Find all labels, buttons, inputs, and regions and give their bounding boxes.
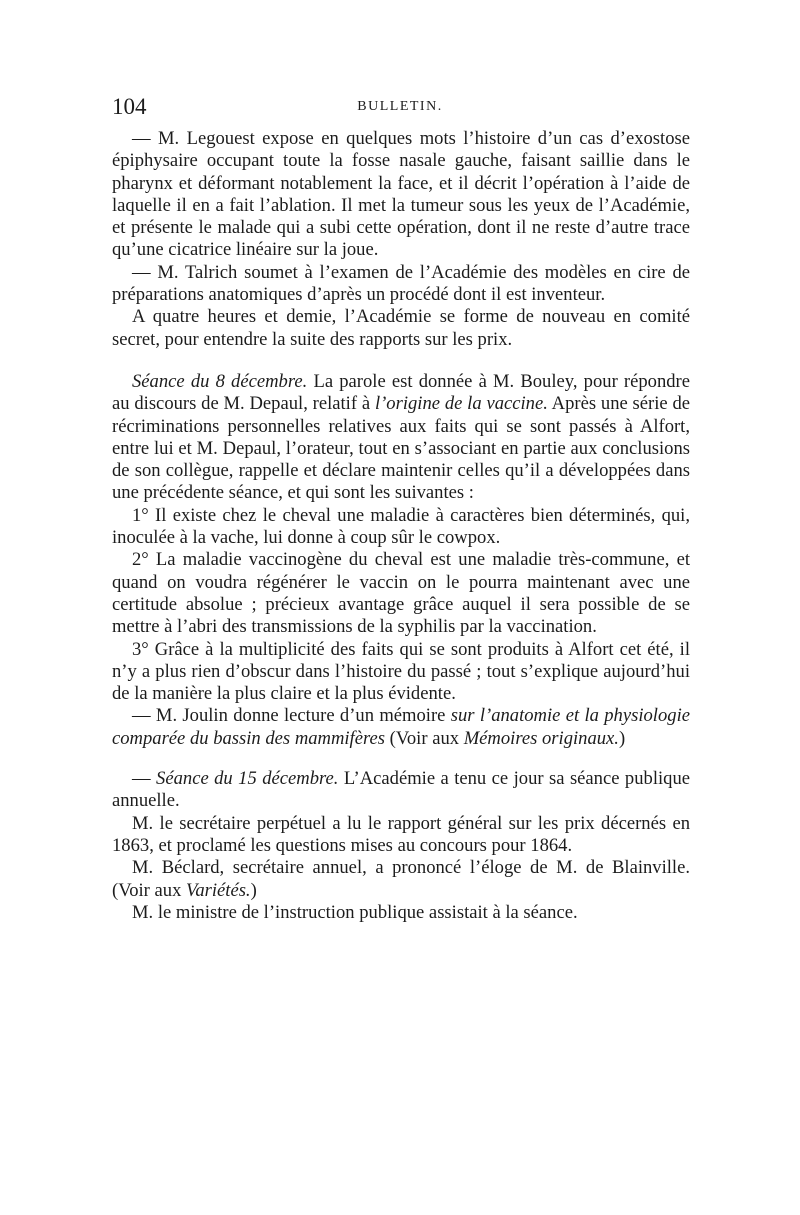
paragraph-p10 (112, 813, 690, 858)
paragraph-p12 (112, 902, 690, 924)
italic-text: sur l’anatomie et la physiologie comparée du bassin des mammifères (112, 705, 690, 749)
paragraph-p7 (112, 639, 690, 706)
page-number: 104 (112, 94, 147, 119)
paragraph-p6 (112, 549, 690, 638)
page-header (112, 94, 688, 120)
paragraph-p2 (112, 262, 690, 307)
text-run: 2° La maladie vaccinogène du cheval est une maladie très-commune, et quand on voudra régénérer le vaccin on le pourra maintenant avec une certitude absolue ; précieux avantage grâce auquel il sera possible de se mettre à l’abri des transmissions de la syphilis par la vaccination. (112, 549, 690, 638)
paragraph-p9 (112, 768, 690, 813)
text-run: Après une série de récriminations personnelles relatives aux faits qui se sont passés à Alfort, entre lui et M. Depaul, l’orateur, tout en s’associant en partie aux conclusions de son collègue, rappelle et déclare maintenir celles qu’il a développées dans une précédente séance, et qui sont les suivantes : (112, 393, 691, 504)
italic-text: Variétés. (186, 879, 251, 901)
text-run: La parole est donnée à M. Bouley, pour répondre au discours de M. Depaul, relatif à (112, 370, 691, 415)
paragraph-p5 (112, 505, 690, 550)
italic-text: l’origine de la vaccine. (374, 393, 548, 415)
paragraph-p4 (112, 371, 690, 505)
text-run: — M. Talrich soumet à l’examen de l’Académie des modèles en cire de préparations anatomiques d’après un procédé dont il est inventeur. (112, 261, 690, 306)
text-run: — (132, 768, 157, 790)
italic-text: Séance du 8 décembre. (132, 370, 308, 392)
text-run: ) (618, 727, 626, 749)
paragraph-p8 (112, 705, 690, 750)
text-run: L’Académie a tenu ce jour sa séance publique annuelle. (112, 768, 690, 812)
text-run: M. le ministre de l’instruction publique assistait à la séance. (132, 901, 578, 923)
paragraph-p11 (112, 857, 690, 902)
text-run: M. Béclard, secrétaire annuel, a prononcé l’éloge de M. de Blainville. (Voir aux (112, 857, 690, 901)
italic-text: Séance du 15 décembre. (156, 768, 339, 790)
paragraph-p3 (112, 306, 690, 351)
running-head: BULLETIN. (357, 99, 443, 114)
section-gap (112, 750, 690, 768)
text-run: (Voir aux (385, 727, 464, 749)
body-text (112, 128, 690, 924)
text-run: — M. Legouest expose en quelques mots l’histoire d’un cas d’exostose épiphysaire occupant toute la fosse nasale gauche, faisant saillie dans le pharynx et déformant notablement la face, et il décrit l’opération à l’aide de laquelle il en a fait l’ablation. Il met la tumeur sous les yeux de l’Académie, et présente le malade qui a subi cette opération, dont il ne reste d’autre trace qu’une cicatrice linéaire sur la joue. (112, 128, 690, 261)
text-run: — M. Joulin donne lecture d’un mémoire (132, 705, 451, 727)
italic-text: Mémoires originaux. (463, 727, 619, 749)
text-run: 1° Il existe chez le cheval une maladie à caractères bien déterminés, qui, inoculée à la vache, lui donne à coup sûr le cowpox. (112, 504, 690, 549)
text-run: 3° Grâce à la multiplicité des faits qui se sont produits à Alfort cet été, il n’y a plus rien d’obscur dans l’histoire du passé ; tout s’explique aujourd’hui de la manière la plus claire et la plus évidente. (112, 638, 690, 705)
section-gap (112, 351, 690, 371)
text-run: ) (250, 879, 257, 901)
text-run: A quatre heures et demie, l’Académie se forme de nouveau en comité secret, pour entendre la suite des rapports sur les prix. (112, 306, 690, 350)
paragraph-p1 (112, 128, 690, 262)
text-run: M. le secrétaire perpétuel a lu le rapport général sur les prix décernés en 1863, et proclamé les questions mises au concours pour 1864. (112, 812, 690, 856)
